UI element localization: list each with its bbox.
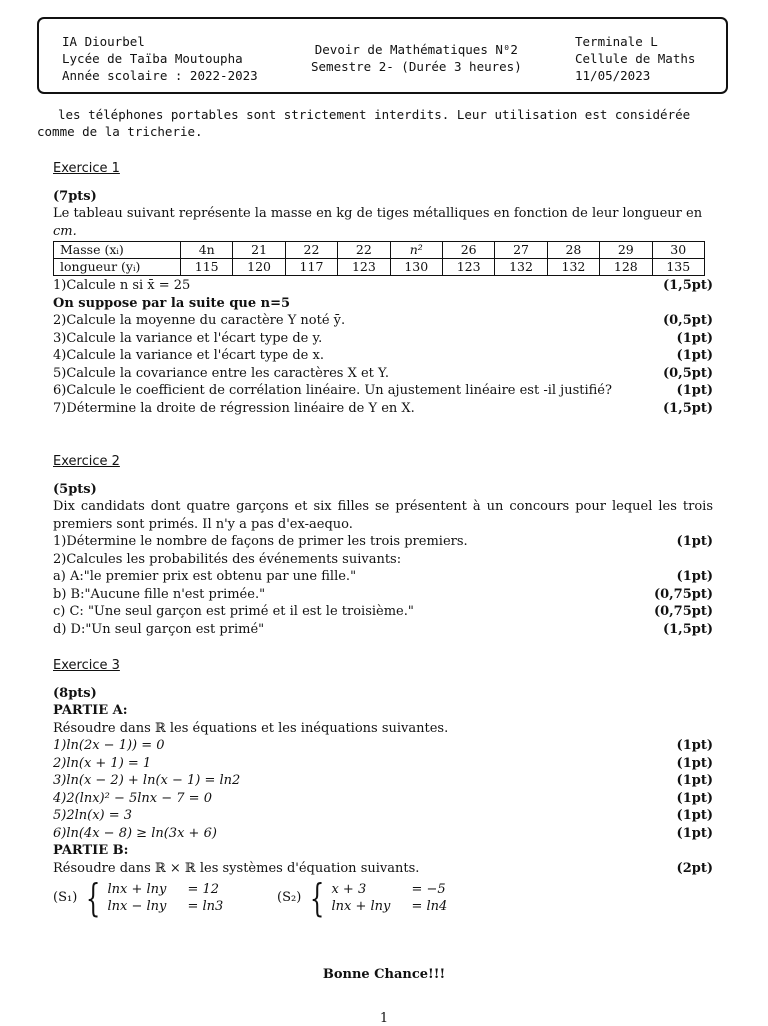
header-box (37, 17, 728, 94)
table-cell: 130 (390, 259, 442, 276)
table-row (54, 259, 705, 276)
left-brace: { (310, 876, 325, 920)
question-points: (1,5pt) (662, 278, 713, 293)
header-exam-duration: Semestre 2- (Durée 3 heures) (311, 59, 522, 74)
question-list (53, 312, 713, 417)
question-points: (1pt) (676, 808, 713, 823)
table-cell: n² (390, 242, 442, 259)
table-cell: 132 (547, 259, 599, 276)
table-cell: 30 (652, 242, 704, 259)
table-cell: 123 (338, 259, 390, 276)
exercise-3-title: Exercice 3 (53, 658, 120, 673)
system-equation (331, 898, 447, 916)
table-cell: 28 (547, 242, 599, 259)
question-points: (1pt) (676, 755, 713, 771)
header-year: Année scolaire : 2022-2023 (62, 68, 258, 83)
question-text: 1)ln(2x − 1)) = 0 (53, 738, 165, 753)
question-text: 2)Calcule la moyenne du caractère Y noté ȳ. (53, 313, 346, 328)
table-cell: 128 (600, 259, 652, 276)
question-text: b) B:"Aucune fille n'est primée." (53, 586, 266, 602)
header-school-info (62, 33, 258, 84)
header-exam-title: Devoir de Mathématiques N⁰2 (314, 42, 518, 57)
left-brace: { (86, 876, 101, 920)
equation-rhs: = ln4 (411, 899, 448, 914)
system-s1-label: (S₁) (53, 890, 78, 906)
system-s1-equations (107, 881, 223, 916)
table-row-label: Masse (xᵢ) (54, 242, 181, 259)
system-equation (107, 898, 223, 916)
header-department: Cellule de Maths (575, 51, 696, 66)
question-text: 5)2ln(x) = 3 (53, 808, 133, 823)
table-cell: 123 (442, 259, 494, 276)
part-b-title: PARTIE B: (53, 843, 129, 858)
table-cell: 21 (233, 242, 285, 259)
question-points: (1pt) (676, 348, 713, 363)
exercise-1 (53, 160, 713, 417)
question-row (53, 277, 713, 295)
table-cell: 135 (652, 259, 704, 276)
question-text: 2)Calcules les probabilités des événements suivants: (53, 551, 402, 567)
table-row-label: longueur (yᵢ) (54, 259, 181, 276)
table-cell: 4n (181, 242, 233, 259)
table-cell: 26 (442, 242, 494, 259)
question-text: 3)Calcule la variance et l'écart type de y. (53, 330, 323, 346)
question-points: (1pt) (676, 790, 713, 806)
notice-line-2: comme de la tricherie. (37, 124, 203, 139)
question-row (53, 755, 713, 773)
system-equation (331, 881, 447, 899)
table-cell: 117 (285, 259, 337, 276)
table-cell: 29 (600, 242, 652, 259)
part-b-points: (2pt) (676, 860, 713, 876)
question-points: (1pt) (676, 825, 713, 841)
question-points: (1,5pt) (662, 400, 713, 416)
assumption-line: On suppose par la suite que n=5 (53, 295, 291, 311)
question-row (53, 621, 713, 639)
equation-rhs: = ln3 (187, 899, 224, 914)
question-text: 3)ln(x − 2) + ln(x − 1) = ln2 (53, 773, 241, 788)
table-cell: 120 (233, 259, 285, 276)
equation-lhs: x + 3 (331, 881, 367, 897)
question-points: (1pt) (676, 383, 713, 398)
question-row (53, 790, 713, 808)
question-row (53, 603, 713, 621)
exercise-1-intro-line-1: Le tableau suivant représente la masse en kg de tiges métalliques en fonction de leur longueur en (53, 206, 703, 221)
question-text: 5)Calcule la covariance entre les caractères X et Y. (53, 365, 390, 381)
equation-lhs: lnx + lny (331, 899, 391, 914)
part-b-intro: Résoudre dans ℝ × ℝ les systèmes d'équation suivants. (53, 860, 420, 876)
question-points: (0,75pt) (653, 604, 713, 619)
phone-notice (37, 106, 737, 140)
exercise-1-intro-line-2: cm. (53, 223, 77, 239)
header-school: Lycée de Taïba Moutoupha (62, 51, 243, 66)
question-row (53, 312, 713, 330)
table-cell: 27 (495, 242, 547, 259)
exercise-3-points: (8pts) (53, 685, 97, 701)
equation-rhs: = 12 (187, 881, 220, 897)
question-points: (1,5pt) (662, 621, 713, 637)
exercise-2-points: (5pts) (53, 481, 97, 497)
question-text: d) D:"Un seul garçon est primé" (53, 621, 265, 637)
system-s2-equations (331, 881, 447, 916)
part-a-intro: Résoudre dans ℝ les équations et les inéquations suivantes. (53, 720, 449, 736)
table-cell: 22 (285, 242, 337, 259)
question-points: (1pt) (676, 569, 713, 584)
exercise-2-intro: Dix candidats dont quatre garçons et six filles se présentent à un concours pour lequel les trois premiers sont primés. Il n'y a pas d'ex-aequo. (53, 499, 713, 532)
question-text: 4)Calcule la variance et l'écart type de x. (53, 348, 324, 363)
system-equation (107, 881, 223, 899)
question-text: 6)ln(4x − 8) ≥ ln(3x + 6) (53, 825, 217, 841)
question-row (53, 737, 713, 755)
question-row (53, 382, 713, 400)
good-luck-message: Bonne Chance!!! (322, 967, 446, 982)
header-academy: IA Diourbel (62, 34, 145, 49)
question-row (53, 330, 713, 348)
equation-rhs: = −5 (411, 881, 446, 897)
system-s1 (53, 876, 277, 920)
question-text: 1)Calcule n si x̄ = 25 (53, 278, 191, 293)
question-row (53, 568, 713, 586)
question-row (53, 772, 713, 790)
equation-lhs: lnx − lny (107, 899, 167, 914)
table-row (54, 242, 705, 259)
question-row (53, 586, 713, 604)
question-text: a) A:"le premier prix est obtenu par une fille." (53, 569, 357, 584)
table-cell: 132 (495, 259, 547, 276)
question-text: 2)ln(x + 1) = 1 (53, 755, 152, 771)
header-class: Terminale L (575, 34, 658, 49)
mass-length-table (53, 241, 705, 276)
page-number: 1 (379, 1011, 389, 1026)
table-cell: 115 (181, 259, 233, 276)
part-b-intro-row (53, 860, 713, 878)
question-text: c) C: "Une seul garçon est primé et il est le troisième." (53, 604, 414, 619)
equation-lhs: lnx + lny (107, 881, 167, 897)
question-row (53, 365, 713, 383)
question-row (53, 825, 713, 843)
exercise-1-title: Exercice 1 (53, 161, 120, 176)
system-s2-label: (S₂) (277, 890, 302, 906)
question-points: (1pt) (676, 330, 713, 346)
equation-systems (53, 876, 713, 920)
system-s2 (277, 876, 448, 920)
question-points: (0,5pt) (662, 365, 713, 381)
question-text: 4)2(lnx)² − 5lnx − 7 = 0 (53, 790, 212, 806)
question-points: (1pt) (676, 773, 713, 788)
question-text: 7)Détermine la droite de régression linéaire de Y en X. (53, 400, 415, 416)
question-points: (0,75pt) (653, 586, 713, 602)
question-text: 1)Détermine le nombre de façons de primer les trois premiers. (53, 534, 468, 549)
question-points: (1pt) (676, 534, 713, 549)
question-row (53, 533, 713, 551)
exercise-2-title: Exercice 2 (53, 454, 120, 469)
question-points: (1pt) (676, 738, 713, 753)
question-points: (0,5pt) (662, 313, 713, 328)
question-text: 6)Calcule le coefficient de corrélation linéaire. Un ajustement linéaire est -il justifié? (53, 383, 612, 398)
notice-line-1: les téléphones portables sont strictement interdits. Leur utilisation est considérée (58, 107, 691, 122)
question-row (53, 347, 713, 365)
exercise-1-points: (7pts) (53, 188, 97, 204)
table-cell: 22 (338, 242, 390, 259)
part-a-title: PARTIE A: (53, 703, 128, 718)
exercise-3 (53, 657, 713, 920)
header-class-info (575, 33, 695, 84)
header-exam-info (311, 41, 522, 75)
exercise-2 (53, 453, 713, 638)
header-date: 11/05/2023 (575, 68, 651, 83)
question-row (53, 807, 713, 825)
question-row (53, 400, 713, 418)
